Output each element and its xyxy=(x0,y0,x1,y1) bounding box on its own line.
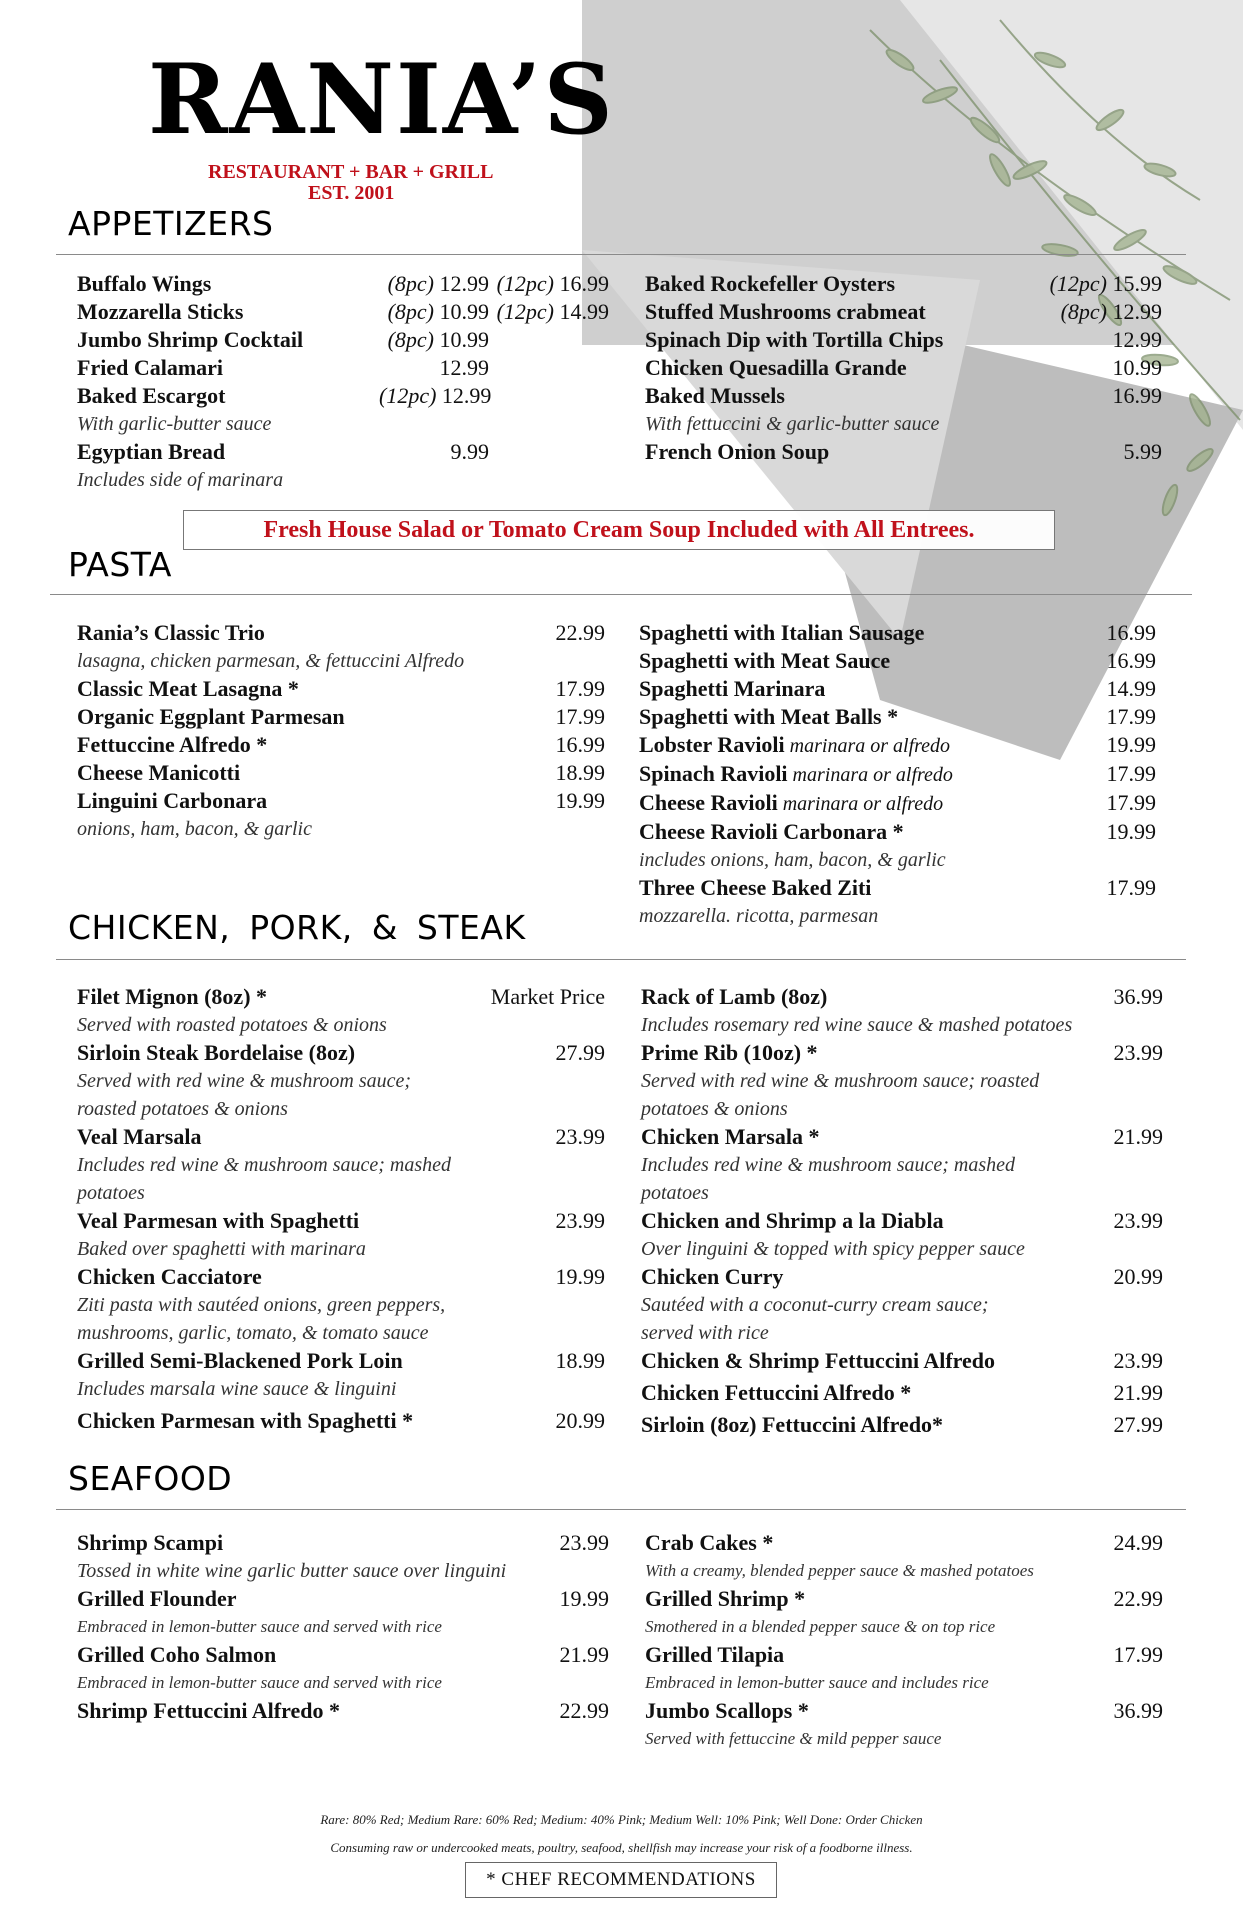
item-price xyxy=(1061,298,1162,326)
menu-item xyxy=(77,438,609,494)
item-name: Spaghetti with Italian Sausage xyxy=(639,620,925,645)
menu-item xyxy=(641,1039,1163,1123)
price-value: 12.99 xyxy=(436,383,492,408)
item-name: Egyptian Bread xyxy=(77,439,226,464)
established-year: EST. 2001 xyxy=(308,182,395,204)
section-title-pasta: PASTA xyxy=(68,545,172,584)
item-price: 16.99 xyxy=(555,732,605,757)
item-name: Grilled Semi-Blackened Pork Loin xyxy=(77,1348,403,1373)
item-description: Sautéed with a coconut-curry cream sauce; xyxy=(641,1294,989,1316)
price-value: 12.99 xyxy=(434,271,489,296)
item-description: potatoes & onions xyxy=(641,1098,788,1120)
section-title-appetizers: APPETIZERS xyxy=(68,204,274,243)
item-name: Classic Meat Lasagna * xyxy=(77,676,299,701)
section-title-seafood: SEAFOOD xyxy=(68,1459,233,1498)
item-price: 16.99 xyxy=(1106,620,1156,645)
item-name: Chicken Marsala * xyxy=(641,1124,820,1149)
item-name: Rack of Lamb (8oz) xyxy=(641,984,828,1009)
item-name: Chicken Curry xyxy=(641,1264,784,1289)
menu-item xyxy=(77,1529,609,1585)
item-name: Veal Parmesan with Spaghetti xyxy=(77,1208,360,1233)
item-description: lasagna, chicken parmesan, & fettuccini Alfredo xyxy=(77,650,465,672)
item-description: mozzarella. ricotta, parmesan xyxy=(639,905,879,927)
item-price: 17.99 xyxy=(555,676,605,701)
item-description: Embraced in lemon-butter sauce and served with rice xyxy=(77,1673,442,1692)
menu-item xyxy=(77,787,605,843)
item-price-large xyxy=(489,298,609,326)
item-price: 23.99 xyxy=(1113,1208,1163,1233)
item-description: With garlic-butter sauce xyxy=(77,413,272,435)
restaurant-tagline xyxy=(208,162,493,204)
portion-size: (12pc) xyxy=(379,383,437,408)
item-description: served with rice xyxy=(641,1322,769,1344)
menu-item xyxy=(77,675,605,703)
item-price: 22.99 xyxy=(1113,1586,1163,1611)
item-name: Stuffed Mushrooms crabmeat xyxy=(645,299,926,324)
item-price-large xyxy=(489,270,609,298)
menu-item xyxy=(645,1697,1163,1753)
seafood-right-column xyxy=(645,1529,1163,1753)
item-description: Includes rosemary red wine sauce & mashed potatoes xyxy=(641,1014,1073,1036)
item-name: Cheese Ravioli xyxy=(639,790,778,815)
item-price: Market Price xyxy=(490,984,605,1009)
menu-item xyxy=(77,298,609,326)
item-name: Sirloin Steak Bordelaise (8oz) xyxy=(77,1040,356,1065)
menu-item xyxy=(641,1379,1163,1407)
menu-item xyxy=(639,760,1156,789)
item-name: Crab Cakes * xyxy=(645,1530,774,1555)
item-description: Served with roasted potatoes & onions xyxy=(77,1014,387,1036)
item-price: 14.99 xyxy=(1106,676,1156,701)
item-price: 19.99 xyxy=(555,1264,605,1289)
item-price: 23.99 xyxy=(1113,1040,1163,1065)
item-name: French Onion Soup xyxy=(645,439,830,464)
item-price: 17.99 xyxy=(555,704,605,729)
item-price: 21.99 xyxy=(1113,1124,1163,1149)
item-price: 18.99 xyxy=(555,1348,605,1373)
item-price: 23.99 xyxy=(1113,1348,1163,1373)
item-price: 12.99 xyxy=(439,355,489,380)
menu-item xyxy=(77,1207,605,1263)
menu-item xyxy=(639,874,1156,930)
item-name: Baked Escargot xyxy=(77,383,226,408)
pasta-left-column xyxy=(77,619,605,843)
item-name: Chicken and Shrimp a la Diabla xyxy=(641,1208,944,1233)
price-value: 10.99 xyxy=(434,299,489,324)
section-divider xyxy=(56,1509,1186,1510)
price-value: 12.99 xyxy=(1107,299,1162,324)
menu-item xyxy=(77,1697,609,1725)
section-title-chicken-pork-steak: CHICKEN, PORK, & STEAK xyxy=(68,908,526,947)
menu-item xyxy=(77,1347,605,1403)
item-price: 5.99 xyxy=(1123,439,1162,464)
item-name: Chicken Cacciatore xyxy=(77,1264,262,1289)
item-name: Spaghetti with Meat Balls * xyxy=(639,704,899,729)
item-description: With a creamy, blended pepper sauce & mashed potatoes xyxy=(645,1561,1034,1580)
menu-item xyxy=(645,1529,1163,1585)
item-name: Chicken Fettuccini Alfredo * xyxy=(641,1380,912,1405)
menu-item xyxy=(77,1263,605,1347)
item-name: Jumbo Shrimp Cocktail xyxy=(77,327,304,352)
item-description: includes onions, ham, bacon, & garlic xyxy=(639,849,946,871)
item-price: 17.99 xyxy=(1106,875,1156,900)
menu-item xyxy=(645,354,1162,382)
item-price: 27.99 xyxy=(555,1040,605,1065)
item-price: 21.99 xyxy=(1113,1380,1163,1405)
item-description: Served with red wine & mushroom sauce; roasted xyxy=(641,1070,1040,1092)
price-value: 14.99 xyxy=(554,299,609,324)
item-sauce-options: marinara or alfredo xyxy=(787,764,953,786)
item-description: onions, ham, bacon, & garlic xyxy=(77,818,312,840)
item-price: 22.99 xyxy=(559,1698,609,1723)
item-name: Filet Mignon (8oz) * xyxy=(77,984,268,1009)
item-name: Chicken Parmesan with Spaghetti * xyxy=(77,1408,414,1433)
item-description: With fettuccini & garlic-butter sauce xyxy=(645,413,940,435)
portion-size: (8pc) xyxy=(1060,299,1107,324)
item-price: 18.99 xyxy=(555,760,605,785)
item-price: 12.99 xyxy=(1112,327,1162,352)
item-price xyxy=(379,326,489,354)
tagline-text: RESTAURANT + BAR + GRILL xyxy=(208,161,494,183)
item-name: Spaghetti with Meat Sauce xyxy=(639,648,891,673)
item-name: Spinach Ravioli xyxy=(639,761,788,786)
item-price: 9.99 xyxy=(450,439,489,464)
portion-size: (8pc) xyxy=(387,327,434,352)
item-description: Includes marsala wine sauce & linguini xyxy=(77,1378,397,1400)
item-price: 36.99 xyxy=(1113,984,1163,1009)
item-description: Embraced in lemon-butter sauce and served with rice xyxy=(77,1617,442,1636)
restaurant-logo: RANIA’S xyxy=(148,43,615,156)
item-name: Rania’s Classic Trio xyxy=(77,620,265,645)
menu-item xyxy=(77,703,605,731)
menu-item xyxy=(77,1407,605,1435)
item-description: roasted potatoes & onions xyxy=(77,1098,288,1120)
menu-item xyxy=(77,354,609,382)
item-price: 19.99 xyxy=(559,1586,609,1611)
menu-item xyxy=(645,298,1162,326)
section-divider xyxy=(56,254,1186,255)
item-price: 16.99 xyxy=(1106,648,1156,673)
item-name: Jumbo Scallops * xyxy=(645,1698,809,1723)
menu-item xyxy=(639,675,1156,703)
item-name: Chicken Quesadilla Grande xyxy=(645,355,907,380)
item-name: Chicken & Shrimp Fettuccini Alfredo xyxy=(641,1348,996,1373)
item-name: Cheese Ravioli Carbonara * xyxy=(639,819,904,844)
item-price: 17.99 xyxy=(1106,704,1156,729)
appetizers-left-column xyxy=(77,270,609,494)
item-price: 23.99 xyxy=(555,1208,605,1233)
price-value: 15.99 xyxy=(1107,271,1162,296)
menu-item xyxy=(639,731,1156,760)
item-price: 17.99 xyxy=(1106,761,1156,786)
menu-item xyxy=(645,326,1162,354)
item-price: 19.99 xyxy=(1106,819,1156,844)
menu-item xyxy=(77,1641,609,1697)
menu-item xyxy=(645,438,1162,466)
appetizers-right-column xyxy=(645,270,1162,466)
item-description: Over linguini & topped with spicy pepper sauce xyxy=(641,1238,1025,1260)
item-description: potatoes xyxy=(641,1182,709,1204)
menu-item xyxy=(641,1347,1163,1375)
menu-item xyxy=(77,270,609,298)
pasta-right-column xyxy=(639,619,1156,930)
item-name: Prime Rib (10oz) * xyxy=(641,1040,818,1065)
item-price xyxy=(1050,270,1162,298)
item-price: 27.99 xyxy=(1113,1412,1163,1437)
item-price: 20.99 xyxy=(555,1408,605,1433)
portion-size: (12pc) xyxy=(496,271,554,296)
menu-item xyxy=(77,983,605,1039)
portion-size: (8pc) xyxy=(387,299,434,324)
item-description: Includes red wine & mushroom sauce; mashed xyxy=(641,1154,1016,1176)
item-name: Veal Marsala xyxy=(77,1124,202,1149)
item-price: 22.99 xyxy=(555,620,605,645)
item-description: Baked over spaghetti with marinara xyxy=(77,1238,366,1260)
section-divider xyxy=(56,959,1186,960)
item-price: 21.99 xyxy=(559,1642,609,1667)
doneness-guide: Rare: 80% Red; Medium Rare: 60% Red; Medium: 40% Pink; Medium Well: 10% Pink; Well Done: Order Chicken xyxy=(320,1812,923,1827)
item-name: Fried Calamari xyxy=(77,355,224,380)
menu-item xyxy=(641,1263,1163,1347)
menu-item xyxy=(641,983,1163,1039)
chef-recommendations-legend: * CHEF RECOMMENDATIONS xyxy=(465,1862,777,1898)
item-description: Includes red wine & mushroom sauce; mashed xyxy=(77,1154,452,1176)
item-name: Baked Rockefeller Oysters xyxy=(645,271,896,296)
menu-item xyxy=(645,1641,1163,1697)
item-name: Grilled Shrimp * xyxy=(645,1586,806,1611)
menu-item xyxy=(77,1039,605,1123)
item-price: 19.99 xyxy=(1106,732,1156,757)
item-name: Spinach Dip with Tortilla Chips xyxy=(645,327,944,352)
item-name: Shrimp Fettuccini Alfredo * xyxy=(77,1698,340,1723)
menu-item xyxy=(639,818,1156,874)
menu-item xyxy=(645,382,1162,438)
menu-item xyxy=(639,789,1156,818)
item-name: Grilled Tilapia xyxy=(645,1642,785,1667)
menu-item xyxy=(77,1585,609,1641)
item-name: Buffalo Wings xyxy=(77,271,212,296)
menu-item xyxy=(77,1123,605,1207)
menu-item xyxy=(639,619,1156,647)
item-name: Three Cheese Baked Ziti xyxy=(639,875,872,900)
portion-size: (12pc) xyxy=(496,299,554,324)
section-divider xyxy=(50,594,1192,595)
menu-item xyxy=(639,703,1156,731)
item-name: Fettuccine Alfredo * xyxy=(77,732,268,757)
item-price: 17.99 xyxy=(1113,1642,1163,1667)
price-value: 10.99 xyxy=(434,327,489,352)
menu-item xyxy=(639,647,1156,675)
menu-item xyxy=(77,382,609,438)
menu-item xyxy=(77,619,605,675)
item-price: 10.99 xyxy=(1112,355,1162,380)
price-value: 16.99 xyxy=(554,271,609,296)
item-name: Cheese Manicotti xyxy=(77,760,241,785)
portion-size: (8pc) xyxy=(387,271,434,296)
item-description: mushrooms, garlic, tomato, & tomato sauce xyxy=(77,1322,429,1344)
item-price xyxy=(379,382,492,410)
item-description: Smothered in a blended pepper sauce & on top rice xyxy=(645,1617,996,1636)
item-price xyxy=(379,270,489,298)
menu-item xyxy=(641,1411,1163,1439)
seafood-left-column xyxy=(77,1529,609,1725)
item-price: 16.99 xyxy=(1112,383,1162,408)
item-name: Shrimp Scampi xyxy=(77,1530,224,1555)
menu-item xyxy=(77,759,605,787)
item-sauce-options: marinara or alfredo xyxy=(777,793,944,815)
chicken-right-column xyxy=(641,983,1163,1439)
foodborne-warning: Consuming raw or undercooked meats, poultry, seafood, shellfish may increase your risk of a foodborne illness. xyxy=(330,1840,913,1855)
item-name: Grilled Coho Salmon xyxy=(77,1642,277,1667)
item-price: 36.99 xyxy=(1113,1698,1163,1723)
item-name: Sirloin (8oz) Fettuccini Alfredo* xyxy=(641,1412,944,1437)
menu-item xyxy=(645,270,1162,298)
item-price: 20.99 xyxy=(1113,1264,1163,1289)
menu-item xyxy=(77,731,605,759)
menu-item xyxy=(77,326,609,354)
item-description: Includes side of marinara xyxy=(77,469,284,491)
item-description: Served with red wine & mushroom sauce; xyxy=(77,1070,412,1092)
menu-item xyxy=(641,1207,1163,1263)
item-name: Mozzarella Sticks xyxy=(77,299,244,324)
item-price: 17.99 xyxy=(1106,790,1156,815)
portion-size: (12pc) xyxy=(1049,271,1107,296)
item-description: potatoes xyxy=(77,1182,145,1204)
item-name: Grilled Flounder xyxy=(77,1586,237,1611)
item-price: 23.99 xyxy=(555,1124,605,1149)
item-description: Tossed in white wine garlic butter sauce over linguini xyxy=(77,1560,507,1582)
item-name: Lobster Ravioli xyxy=(639,732,785,757)
menu-item xyxy=(641,1123,1163,1207)
item-description: Ziti pasta with sautéed onions, green peppers, xyxy=(77,1294,446,1316)
item-price: 23.99 xyxy=(559,1530,609,1555)
item-sauce-options: marinara or alfredo xyxy=(784,735,951,757)
item-price xyxy=(379,298,489,326)
item-name: Organic Eggplant Parmesan xyxy=(77,704,345,729)
item-name: Spaghetti Marinara xyxy=(639,676,826,701)
menu-item xyxy=(645,1585,1163,1641)
item-description: Served with fettuccine & mild pepper sauce xyxy=(645,1729,942,1748)
item-price: 24.99 xyxy=(1113,1530,1163,1555)
included-sides-notice: Fresh House Salad or Tomato Cream Soup Included with All Entrees. xyxy=(183,510,1055,550)
item-name: Linguini Carbonara xyxy=(77,788,268,813)
item-price: 19.99 xyxy=(555,788,605,813)
item-name: Baked Mussels xyxy=(645,383,785,408)
chicken-left-column xyxy=(77,983,605,1435)
item-description: Embraced in lemon-butter sauce and includes rice xyxy=(645,1673,989,1692)
